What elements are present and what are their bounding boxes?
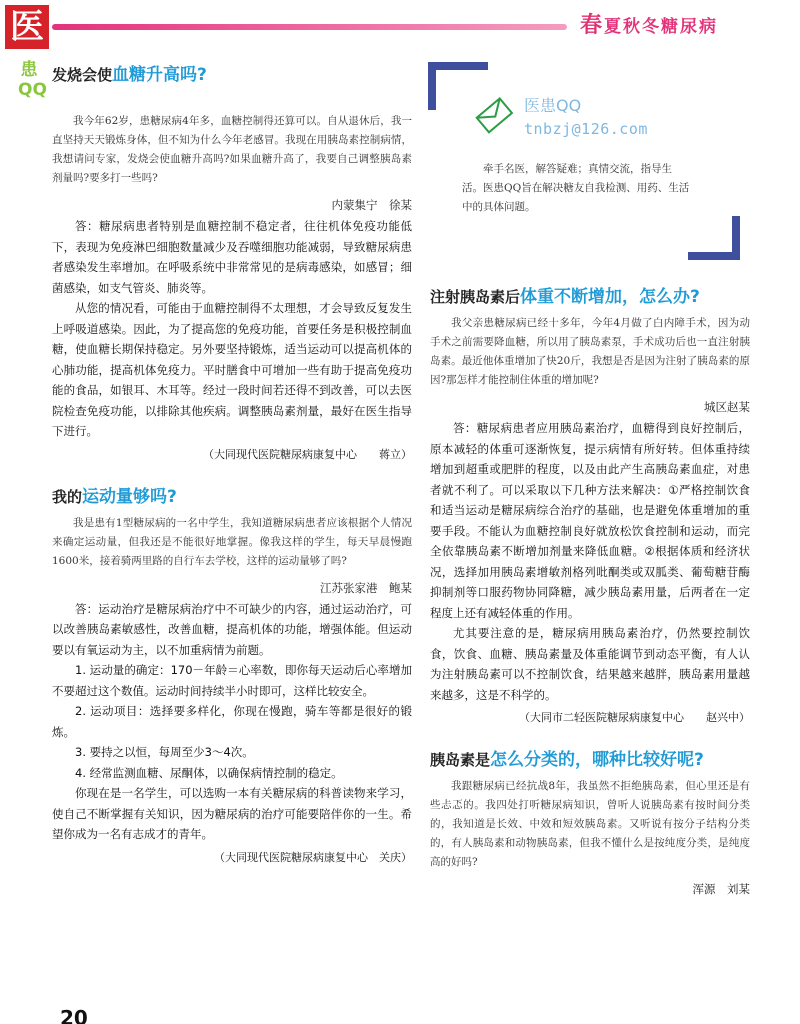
answer-list-item: 2. 运动项目：选择要多样化，你现在慢跑，骑车等都是很好的锻炼。	[52, 704, 412, 739]
article-title	[430, 284, 750, 310]
left-column	[52, 62, 412, 869]
header-rule	[52, 24, 567, 30]
reader-letter: 我跟糖尿病已经抗战8年，我虽然不拒绝胰岛素，但心里还是有些忐忑的。我四处打听糖尿病知识，曾听人说胰岛素有按时间分类的，我知道是长效、中效和短效胰岛素。又听说有按分子结构分类的，有人胰岛素和动物胰岛素，但我不懂什么是按纯度分类，是纯度高的好吗?	[430, 780, 750, 868]
title-plain: 胰岛素是	[430, 751, 491, 769]
frame-bar-right-vertical	[732, 216, 740, 260]
answer-list-item: 4. 经常监测血糖、尿酮体，以确保病情控制的稳定。	[75, 765, 343, 780]
answer-paragraph: 你现在是一名学生，可以选购一本有关糖尿病的科普读物来学习，使自己不断掌握有关知识，因为糖尿病的治疗可能要陪伴你的一生。希望你成为一名有志成才的青年。	[52, 786, 412, 841]
answer-paragraph: 答：糖尿病患者特别是血糖控制不稳定者，往往机体免疫功能低下，表现为免疫淋巴细胞数量减少及吞噬细胞功能减弱，导致糖尿病患者感染发生率增加。在呼吸系统中非常常见的是病毒感染，如感冒；细菌感染，如支气管炎、肺炎等。	[52, 219, 412, 295]
article-weight	[430, 284, 750, 729]
answer-source: （大同市二轻医院糖尿病康复中心 赵兴中）	[519, 711, 750, 724]
answer-source: （大同现代医院糖尿病康复中心 关庆）	[214, 850, 412, 864]
magazine-logo: 医	[5, 5, 49, 49]
series-first-char: 春	[580, 12, 605, 38]
title-plain: 注射胰岛素后	[430, 288, 521, 306]
article-insulin-types	[430, 747, 750, 900]
answer-paragraph: 答：糖尿病患者应用胰岛素治疗，血糖得到良好控制后，原本减轻的体重可逐渐恢复，提示病情有所好转。但体重持续增加到超重或肥胖的程度，以及由此产生高胰岛素血症，对患者就不利了。可以采取以下几种方法来解决：①严格控制饮食和适当运动是糖尿病综合治疗的基础，也是避免体重增加的重要手段。不能认为血糖控制良好就放松饮食控制和运动，而完全依靠胰岛素不断增加剂量来降低血糖。②根据体质和经济状况，选择加用胰岛素增敏剂格列吡酮类或双胍类、葡萄糖苷酶抑制剂等口服药物协同降糖，减少胰岛素用量，后两者在一定程度上还有减轻体重的作用。	[430, 421, 750, 620]
expert-answer	[52, 599, 412, 845]
title-highlight: 怎么分类的，哪种比较好呢?	[490, 750, 704, 770]
answer-source: （大同现代医院糖尿病康复中心 蒋立）	[203, 447, 412, 461]
title-highlight: 血糖升高吗?	[112, 65, 207, 85]
expert-answer	[430, 418, 750, 705]
letter-signature: 浑源 刘某	[692, 882, 750, 896]
section-side-label: 患QQ	[18, 60, 47, 100]
article-exercise	[52, 484, 412, 869]
frame-bar-left-vertical	[428, 62, 436, 110]
reader-letter: 我是患有1型糖尿病的一名中学生，我知道糖尿病患者应该根据个人情况来确定运动量，但我还是不能很好地掌握。像我这样的学生，每天早晨慢跑1600米，接着骑两里路的自行车去学校，这样的运动量够了吗?	[52, 516, 412, 567]
title-plain: 我的	[52, 487, 83, 506]
reader-letter: 我今年62岁，患糖尿病4年多，血糖控制得还算可以。自从退休后，我一直坚持天天锻炼身体，但不知为什么今年老感冒。我现在用胰岛素控制病情，我想请问专家，发烧会使血糖升高吗?如果血糖升高了，我要自己调整胰岛素剂量吗?要多打一些吗?	[52, 115, 412, 184]
answer-list-item: 3. 要持之以恒，每周至少3～4次。	[75, 745, 254, 759]
answer-paragraph: 从您的情况看，可能由于血糖控制得不太理想，才会导致反复发生上呼吸道感染。因此，为了提高您的免疫功能，首要任务是积极控制血糖，使血糖长期保持稳定。另外要坚持锻炼，适当运动可以提高机体的心肺功能，提高机体免疫力。平时膳食中可增加一些有助于提高免疫功能的食品，如银耳、木耳等。经过一段时间若还得不到改善，可以去医院检查免疫功能，以排除其他疾病。调整胰岛素剂量，最好在医生指导下进行。	[52, 301, 412, 438]
answer-paragraph: 尤其要注意的是，糖尿病用胰岛素治疗，仍然要控制饮食，饮食、血糖、胰岛素量及体重能调节到动态平衡，有人认为注射胰岛素可以不控制饮食，结果越来越胖，胰岛素用量越来越多，这是不科学的。	[430, 626, 750, 702]
envelope-icon	[474, 95, 514, 135]
article-fever	[52, 62, 412, 466]
qq-email[interactable]: tnbzj@126.com	[524, 120, 648, 138]
letter-signature: 内蒙集宁 徐某	[331, 198, 412, 212]
answer-paragraph: 答：运动治疗是糖尿病治疗中不可缺少的内容，通过运动治疗，可以改善胰岛素敏感性，改善血糖，提高机体的功能，增强体能。但运动要以有氧运动为主，以不加重病情为前题。	[52, 601, 412, 657]
right-column	[430, 284, 750, 900]
page-number: 20	[60, 1006, 88, 1024]
title-highlight: 体重不断增加，怎么办?	[520, 287, 700, 307]
reader-letter: 我父亲患糖尿病已经十多年，今年4月做了白内障手术，因为动手术之前需要降血糖，所以用了胰岛素泵，手术成功后也一直注射胰岛素。最近他体重增加了快20斤，我想是否是因为注射了胰岛素的原因?那怎样才能控制住体重的增加呢?	[430, 317, 750, 386]
answer-list-item: 1. 运动量的确定：170－年龄＝心率数，即你每天运动后心率增加不要超过这个数值。运动时间持续半小时即可，这样比较安全。	[52, 663, 412, 698]
frame-bar-top-left	[428, 62, 488, 70]
qq-description: 牵手名医，解答疑难；真情交流，指导生活。医患QQ旨在解决糖友自我检测、用药、生活中的具体问题。	[462, 163, 690, 213]
article-title	[52, 484, 412, 510]
title-plain: 发烧会使	[52, 66, 113, 84]
article-title	[430, 747, 750, 773]
series-title	[580, 8, 718, 39]
title-highlight: 运动量够吗?	[82, 486, 177, 507]
article-title	[52, 62, 412, 88]
series-rest: 夏秋冬糖尿病	[604, 17, 719, 37]
letter-signature: 城区赵某	[704, 400, 750, 414]
expert-answer	[52, 216, 412, 442]
letter-signature: 江苏张家港 鲍某	[320, 580, 412, 595]
qq-brand: 医患QQ	[524, 96, 582, 115]
